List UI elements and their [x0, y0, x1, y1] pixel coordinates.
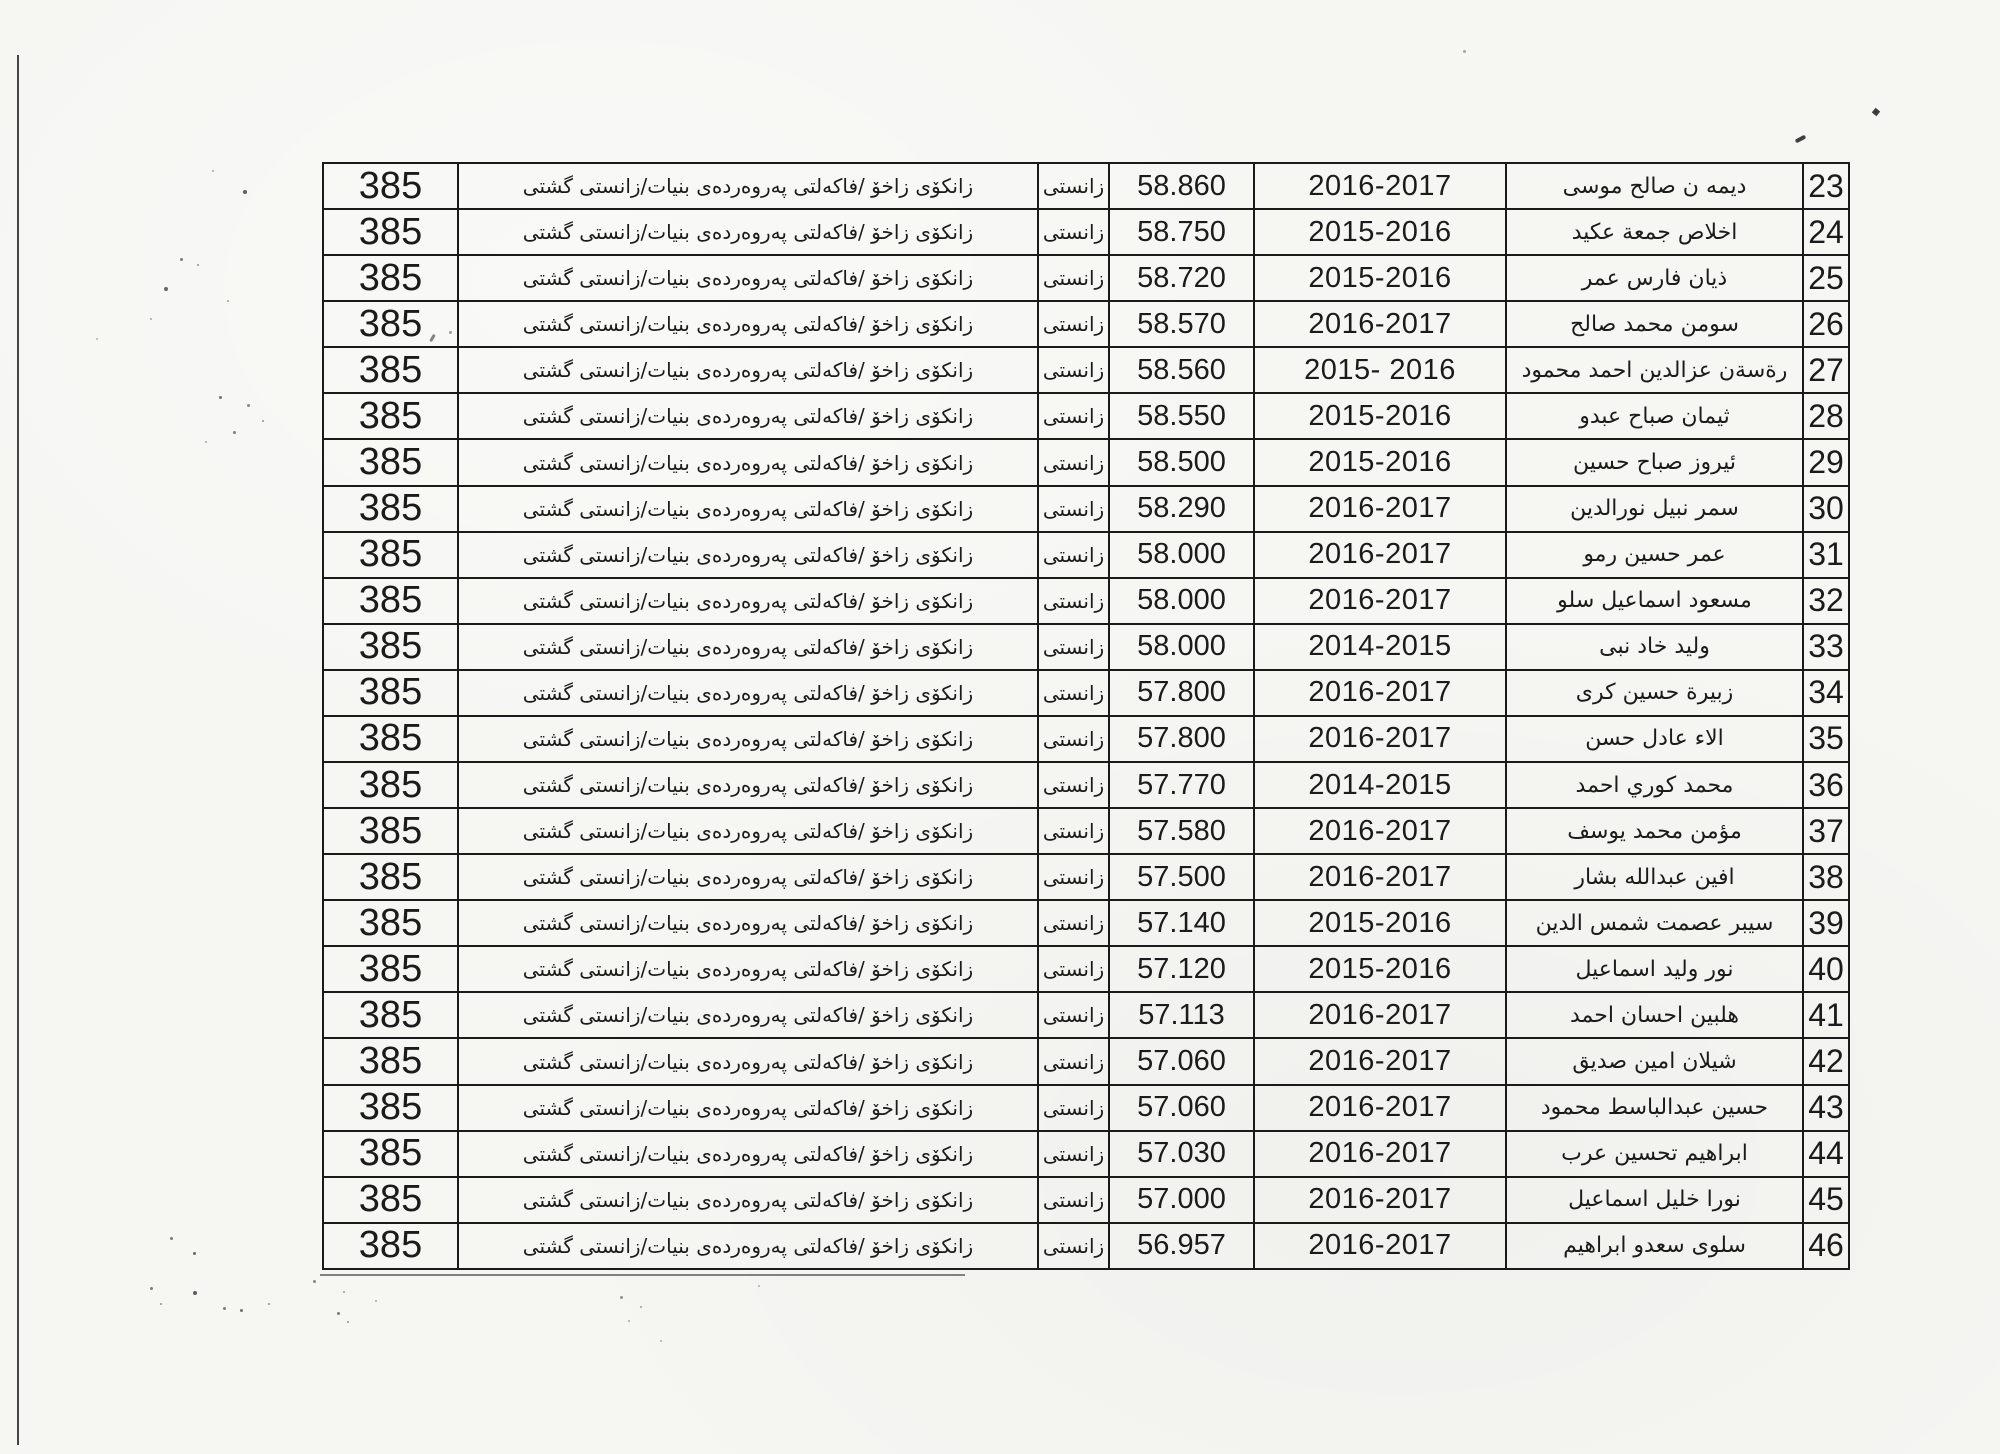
student-name-cell: وليد خاد نبى: [1506, 624, 1803, 670]
speckle-dot: [449, 331, 452, 334]
table-row: [323, 347, 1849, 393]
stream-cell: زانستى: [1038, 1223, 1109, 1269]
code-cell: 385: [323, 716, 458, 762]
academic-year-cell: 2014-2015: [1254, 762, 1506, 808]
table-row: [323, 716, 1849, 762]
speckle-dot: [375, 1300, 377, 1302]
average-score-cell: 57.060: [1109, 1038, 1254, 1084]
table-row: [323, 946, 1849, 992]
student-name-cell: سلوى سعدو ابراهيم: [1506, 1223, 1803, 1269]
stream-cell: زانستى: [1038, 163, 1109, 209]
table-row: [323, 1177, 1849, 1223]
student-name-cell: محمد كوري احمد: [1506, 762, 1803, 808]
average-score-cell: 57.770: [1109, 762, 1254, 808]
row-number-cell: 25: [1803, 255, 1849, 301]
average-score-cell: 58.290: [1109, 486, 1254, 532]
code-cell: 385: [323, 992, 458, 1038]
table-body: [323, 163, 1849, 1269]
speckle-dot: [660, 1340, 662, 1342]
table-row: [323, 255, 1849, 301]
row-number-cell: 42: [1803, 1038, 1849, 1084]
speckle-dot: [193, 1252, 196, 1255]
code-cell: 385: [323, 301, 458, 347]
academic-year-cell: 2016-2017: [1254, 1223, 1506, 1269]
row-number-cell: 45: [1803, 1177, 1849, 1223]
stream-cell: زانستى: [1038, 578, 1109, 624]
speckle-dot: [212, 170, 214, 172]
code-cell: 385: [323, 1131, 458, 1177]
speckle-dot: [223, 1307, 226, 1310]
average-score-cell: 57.800: [1109, 670, 1254, 716]
university-faculty-cell: زانكۆى زاخۆ /فاكەلتى پەروەردەى بنيات/زانستى گشتى: [458, 900, 1038, 946]
academic-year-cell: 2016-2017: [1254, 486, 1506, 532]
university-faculty-cell: زانكۆى زاخۆ /فاكەلتى پەروەردەى بنيات/زانستى گشتى: [458, 946, 1038, 992]
stream-cell: زانستى: [1038, 1131, 1109, 1177]
row-number-cell: 32: [1803, 578, 1849, 624]
student-name-cell: هلبين احسان احمد: [1506, 992, 1803, 1038]
average-score-cell: 57.580: [1109, 808, 1254, 854]
table-row: [323, 486, 1849, 532]
speckle-dot: [268, 1303, 270, 1305]
speckle-dot: [233, 431, 236, 434]
average-score-cell: 58.000: [1109, 624, 1254, 670]
stream-cell: زانستى: [1038, 301, 1109, 347]
academic-year-cell: 2016-2017: [1254, 578, 1506, 624]
student-name-cell: مؤمن محمد يوسف: [1506, 808, 1803, 854]
ink-spot: [1872, 108, 1880, 116]
academic-year-cell: 2016-2017: [1254, 532, 1506, 578]
academic-year-cell: 2015-2016: [1254, 946, 1506, 992]
table-row: [323, 900, 1849, 946]
double-scan-line: [320, 1274, 965, 1276]
speckle-dot: [628, 1320, 630, 1322]
speckle-dot: [219, 396, 222, 399]
table-row: [323, 1223, 1849, 1269]
average-score-cell: 57.113: [1109, 992, 1254, 1038]
student-name-cell: مسعود اسماعيل سلو: [1506, 578, 1803, 624]
table-row: [323, 624, 1849, 670]
student-name-cell: نورا خليل اسماعيل: [1506, 1177, 1803, 1223]
university-faculty-cell: زانكۆى زاخۆ /فاكەلتى پەروەردەى بنيات/زانستى گشتى: [458, 209, 1038, 255]
speckle-dot: [240, 1309, 243, 1312]
table-row: [323, 1131, 1849, 1177]
student-name-cell: ئيروز صباح حسين: [1506, 439, 1803, 485]
university-faculty-cell: زانكۆى زاخۆ /فاكەلتى پەروەردەى بنيات/زانستى گشتى: [458, 854, 1038, 900]
row-number-cell: 28: [1803, 393, 1849, 439]
table-row: [323, 578, 1849, 624]
code-cell: 385: [323, 1177, 458, 1223]
student-name-cell: زبيرة حسين كرى: [1506, 670, 1803, 716]
speckle-dot: [758, 1285, 760, 1287]
row-number-cell: 34: [1803, 670, 1849, 716]
row-number-cell: 39: [1803, 900, 1849, 946]
table-row: [323, 393, 1849, 439]
university-faculty-cell: زانكۆى زاخۆ /فاكەلتى پەروەردەى بنيات/زانستى گشتى: [458, 439, 1038, 485]
university-faculty-cell: زانكۆى زاخۆ /فاكەلتى پەروەردەى بنيات/زانستى گشتى: [458, 347, 1038, 393]
average-score-cell: 58.000: [1109, 578, 1254, 624]
stream-cell: زانستى: [1038, 486, 1109, 532]
stream-cell: زانستى: [1038, 624, 1109, 670]
average-score-cell: 58.500: [1109, 439, 1254, 485]
code-cell: 385: [323, 439, 458, 485]
academic-year-cell: 2016-2017: [1254, 808, 1506, 854]
academic-year-cell: 2016-2017: [1254, 301, 1506, 347]
stream-cell: زانستى: [1038, 992, 1109, 1038]
speckle-dot: [150, 1287, 153, 1290]
stream-cell: زانستى: [1038, 439, 1109, 485]
row-number-cell: 23: [1803, 163, 1849, 209]
average-score-cell: 58.860: [1109, 163, 1254, 209]
student-name-cell: ثيمان صباح عبدو: [1506, 393, 1803, 439]
row-number-cell: 33: [1803, 624, 1849, 670]
speckle-dot: [640, 1306, 642, 1308]
average-score-cell: 58.720: [1109, 255, 1254, 301]
average-score-cell: 57.800: [1109, 716, 1254, 762]
average-score-cell: 58.550: [1109, 393, 1254, 439]
stream-cell: زانستى: [1038, 946, 1109, 992]
student-name-cell: شيلان امين صديق: [1506, 1038, 1803, 1084]
academic-year-cell: 2015-2016: [1254, 209, 1506, 255]
speckle-dot: [180, 258, 183, 261]
academic-year-cell: 2016-2017: [1254, 163, 1506, 209]
stream-cell: زانستى: [1038, 762, 1109, 808]
table-row: [323, 532, 1849, 578]
code-cell: 385: [323, 486, 458, 532]
stream-cell: زانستى: [1038, 716, 1109, 762]
table-row: [323, 1038, 1849, 1084]
student-name-cell: ابراهيم تحسين عرب: [1506, 1131, 1803, 1177]
average-score-cell: 58.570: [1109, 301, 1254, 347]
code-cell: 385: [323, 670, 458, 716]
stream-cell: زانستى: [1038, 347, 1109, 393]
university-faculty-cell: زانكۆى زاخۆ /فاكەلتى پەروەردەى بنيات/زانستى گشتى: [458, 486, 1038, 532]
speckle-dot: [205, 441, 207, 443]
stream-cell: زانستى: [1038, 900, 1109, 946]
table-row: [323, 854, 1849, 900]
university-faculty-cell: زانكۆى زاخۆ /فاكەلتى پەروەردەى بنيات/زانستى گشتى: [458, 1131, 1038, 1177]
row-number-cell: 37: [1803, 808, 1849, 854]
academic-year-cell: 2016-2017: [1254, 1177, 1506, 1223]
code-cell: 385: [323, 578, 458, 624]
table-row: [323, 992, 1849, 1038]
academic-year-cell: 2016-2017: [1254, 670, 1506, 716]
student-name-cell: سومن محمد صالح: [1506, 301, 1803, 347]
student-name-cell: اخلاص جمعة عكيد: [1506, 209, 1803, 255]
academic-year-cell: 2016-2017: [1254, 1131, 1506, 1177]
average-score-cell: 58.000: [1109, 532, 1254, 578]
row-number-cell: 38: [1803, 854, 1849, 900]
average-score-cell: 57.060: [1109, 1085, 1254, 1131]
average-score-cell: 57.000: [1109, 1177, 1254, 1223]
row-number-cell: 31: [1803, 532, 1849, 578]
scan-edge-line: [17, 55, 19, 1445]
speckle-dot: [160, 1303, 162, 1305]
student-name-cell: نور وليد اسماعيل: [1506, 946, 1803, 992]
academic-year-cell: 2016-2017: [1254, 716, 1506, 762]
speckle-dot: [197, 264, 199, 266]
speckle-dot: [343, 1291, 345, 1293]
row-number-cell: 26: [1803, 301, 1849, 347]
row-number-cell: 35: [1803, 716, 1849, 762]
speckle-dot: [150, 318, 152, 320]
speckle-dot: [337, 1312, 340, 1315]
row-number-cell: 43: [1803, 1085, 1849, 1131]
university-faculty-cell: زانكۆى زاخۆ /فاكەلتى پەروەردەى بنيات/زانستى گشتى: [458, 808, 1038, 854]
speckle-dot: [313, 1280, 316, 1283]
university-faculty-cell: زانكۆى زاخۆ /فاكەلتى پەروەردەى بنيات/زانستى گشتى: [458, 1177, 1038, 1223]
average-score-cell: 57.120: [1109, 946, 1254, 992]
average-score-cell: 57.140: [1109, 900, 1254, 946]
academic-year-cell: 2016-2017: [1254, 992, 1506, 1038]
academic-year-cell: 2015-2016: [1254, 255, 1506, 301]
table-row: [323, 808, 1849, 854]
stream-cell: زانستى: [1038, 393, 1109, 439]
row-number-cell: 41: [1803, 992, 1849, 1038]
row-number-cell: 27: [1803, 347, 1849, 393]
speckle-dot: [96, 338, 98, 340]
code-cell: 385: [323, 854, 458, 900]
university-faculty-cell: زانكۆى زاخۆ /فاكەلتى پەروەردەى بنيات/زانستى گشتى: [458, 762, 1038, 808]
student-name-cell: حسين عبدالباسط محمود: [1506, 1085, 1803, 1131]
table-row: [323, 163, 1849, 209]
speckle-dot: [193, 1291, 197, 1295]
code-cell: 385: [323, 900, 458, 946]
row-number-cell: 44: [1803, 1131, 1849, 1177]
code-cell: 385: [323, 393, 458, 439]
stream-cell: زانستى: [1038, 670, 1109, 716]
stream-cell: زانستى: [1038, 255, 1109, 301]
university-faculty-cell: زانكۆى زاخۆ /فاكەلتى پەروەردەى بنيات/زانستى گشتى: [458, 670, 1038, 716]
code-cell: 385: [323, 209, 458, 255]
university-faculty-cell: زانكۆى زاخۆ /فاكەلتى پەروەردەى بنيات/زانستى گشتى: [458, 716, 1038, 762]
student-name-cell: ديمه ن صالح موسى: [1506, 163, 1803, 209]
average-score-cell: 57.030: [1109, 1131, 1254, 1177]
speckle-dot: [164, 287, 168, 291]
academic-year-cell: 2015-2016: [1254, 393, 1506, 439]
university-faculty-cell: زانكۆى زاخۆ /فاكەلتى پەروەردەى بنيات/زانستى گشتى: [458, 1085, 1038, 1131]
students-ranking-table: [322, 162, 1850, 1270]
student-name-cell: سيبر عصمت شمس الدين: [1506, 900, 1803, 946]
speckle-dot: [170, 1237, 173, 1240]
code-cell: 385: [323, 946, 458, 992]
speckle-dot: [227, 300, 229, 302]
average-score-cell: 56.957: [1109, 1223, 1254, 1269]
average-score-cell: 58.560: [1109, 347, 1254, 393]
stream-cell: زانستى: [1038, 1038, 1109, 1084]
code-cell: 385: [323, 1223, 458, 1269]
stream-cell: زانستى: [1038, 1177, 1109, 1223]
code-cell: 385: [323, 762, 458, 808]
student-name-cell: الاء عادل حسن: [1506, 716, 1803, 762]
university-faculty-cell: زانكۆى زاخۆ /فاكەلتى پەروەردەى بنيات/زانستى گشتى: [458, 532, 1038, 578]
university-faculty-cell: زانكۆى زاخۆ /فاكەلتى پەروەردەى بنيات/زانستى گشتى: [458, 1038, 1038, 1084]
academic-year-cell: 2016-2017: [1254, 854, 1506, 900]
table-row: [323, 762, 1849, 808]
university-faculty-cell: زانكۆى زاخۆ /فاكەلتى پەروەردەى بنيات/زانستى گشتى: [458, 1223, 1038, 1269]
table-row: [323, 209, 1849, 255]
pen-mark: [1795, 135, 1807, 144]
academic-year-cell: 2016-2017: [1254, 1085, 1506, 1131]
stream-cell: زانستى: [1038, 1085, 1109, 1131]
table-row: [323, 670, 1849, 716]
student-name-cell: افين عبدالله بشار: [1506, 854, 1803, 900]
code-cell: 385: [323, 347, 458, 393]
row-number-cell: 36: [1803, 762, 1849, 808]
university-faculty-cell: زانكۆى زاخۆ /فاكەلتى پەروەردەى بنيات/زانستى گشتى: [458, 301, 1038, 347]
academic-year-cell: 2015-2016: [1254, 900, 1506, 946]
code-cell: 385: [323, 808, 458, 854]
academic-year-cell: 2014-2015: [1254, 624, 1506, 670]
row-number-cell: 40: [1803, 946, 1849, 992]
row-number-cell: 46: [1803, 1223, 1849, 1269]
code-cell: 385: [323, 532, 458, 578]
stream-cell: زانستى: [1038, 808, 1109, 854]
university-faculty-cell: زانكۆى زاخۆ /فاكەلتى پەروەردەى بنيات/زانستى گشتى: [458, 624, 1038, 670]
code-cell: 385: [323, 624, 458, 670]
academic-year-cell: 2015-2016: [1254, 439, 1506, 485]
table-row: [323, 1085, 1849, 1131]
speckle-dot: [247, 404, 250, 407]
average-score-cell: 57.500: [1109, 854, 1254, 900]
university-faculty-cell: زانكۆى زاخۆ /فاكەلتى پەروەردەى بنيات/زانستى گشتى: [458, 255, 1038, 301]
student-name-cell: عمر حسين رمو: [1506, 532, 1803, 578]
code-cell: 385: [323, 163, 458, 209]
code-cell: 385: [323, 1038, 458, 1084]
code-cell: 385: [323, 255, 458, 301]
stream-cell: زانستى: [1038, 854, 1109, 900]
student-name-cell: رةسةن عزالدين احمد محمود: [1506, 347, 1803, 393]
average-score-cell: 58.750: [1109, 209, 1254, 255]
academic-year-cell: 2015- 2016: [1254, 347, 1506, 393]
table-row: [323, 301, 1849, 347]
row-number-cell: 29: [1803, 439, 1849, 485]
university-faculty-cell: زانكۆى زاخۆ /فاكەلتى پەروەردەى بنيات/زانستى گشتى: [458, 163, 1038, 209]
university-faculty-cell: زانكۆى زاخۆ /فاكەلتى پەروەردەى بنيات/زانستى گشتى: [458, 393, 1038, 439]
row-number-cell: 30: [1803, 486, 1849, 532]
stream-cell: زانستى: [1038, 532, 1109, 578]
student-name-cell: سمر نبيل نورالدين: [1506, 486, 1803, 532]
speckle-dot: [620, 1296, 623, 1299]
speckle-dot: [262, 420, 264, 422]
code-cell: 385: [323, 1085, 458, 1131]
university-faculty-cell: زانكۆى زاخۆ /فاكەلتى پەروەردەى بنيات/زانستى گشتى: [458, 578, 1038, 624]
table-row: [323, 439, 1849, 485]
university-faculty-cell: زانكۆى زاخۆ /فاكەلتى پەروەردەى بنيات/زانستى گشتى: [458, 992, 1038, 1038]
speckle-dot: [347, 1321, 349, 1323]
student-name-cell: ذيان فارس عمر: [1506, 255, 1803, 301]
speckle-dot: [243, 190, 247, 194]
row-number-cell: 24: [1803, 209, 1849, 255]
academic-year-cell: 2016-2017: [1254, 1038, 1506, 1084]
speckle-dot: [1463, 50, 1466, 53]
stream-cell: زانستى: [1038, 209, 1109, 255]
